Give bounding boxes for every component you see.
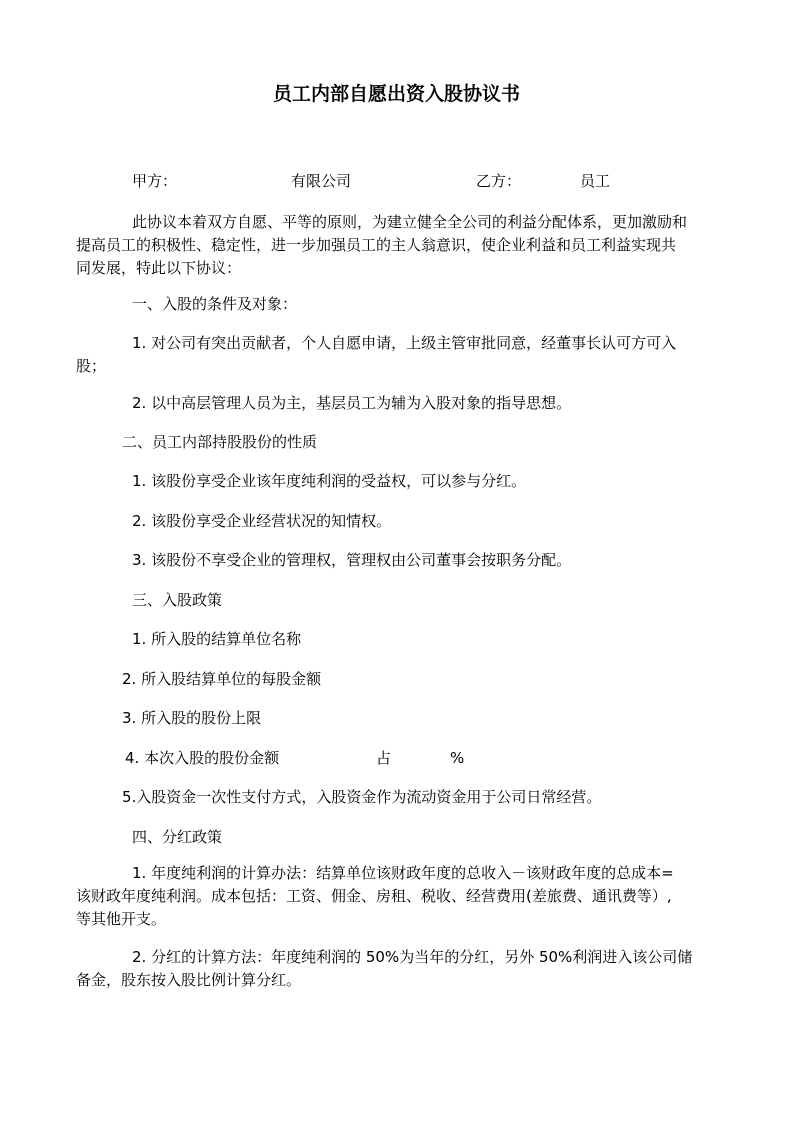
party-a-company: 有限公司 xyxy=(291,172,352,190)
section-4-item-1-line-1: 1. 年度纯利润的计算办法：结算单位该财政年度的总收入－该财政年度的总成本= xyxy=(132,864,674,882)
section-3-item-4-share: 占 xyxy=(376,749,392,767)
section-4-item-1-line-2: 该财政年度纯利润。成本包括：工资、佣金、房租、税收、经营费用(差旅费、通讯费等）, xyxy=(76,887,672,905)
section-4-item-2-line-2: 备金，股东按入股比例计算分红。 xyxy=(76,971,302,989)
intro-line-3: 同发展，特此以下协议： xyxy=(76,259,242,277)
section-3-heading: 三、入股政策 xyxy=(132,591,223,609)
section-2-item-3: 3. 该股份不享受企业的管理权，管理权由公司董事会按职务分配。 xyxy=(132,551,572,569)
section-3-item-4-percent: % xyxy=(450,749,465,767)
intro-line-2: 提高员工的积极性、稳定性，进一步加强员工的主人翁意识，使企业利益和员工利益实现共 xyxy=(76,236,677,254)
section-1-heading: 一、入股的条件及对象： xyxy=(132,295,298,313)
intro-line-1: 此协议本着双方自愿、平等的原则，为建立健全全公司的利益分配体系，更加激励和 xyxy=(132,213,688,231)
section-3-item-3: 3. 所入股的股份上限 xyxy=(122,709,262,727)
section-3-item-4-amount: 4. 本次入股的股份金额 xyxy=(125,749,280,767)
section-4-item-1-line-3: 等其他开支。 xyxy=(76,910,167,928)
section-4-heading: 四、分红政策 xyxy=(132,828,223,846)
section-2-item-2: 2. 该股份享受企业经营状况的知情权。 xyxy=(132,512,392,530)
section-1-item-1-line-2: 股； xyxy=(76,357,107,375)
section-2-heading: 二、员工内部持股股份的性质 xyxy=(122,433,318,451)
party-b-label: 乙方： xyxy=(476,172,522,190)
section-1-item-2: 2. 以中高层管理人员为主，基层员工为辅为入股对象的指导思想。 xyxy=(132,394,572,412)
section-4-item-2-line-1: 2. 分红的计算方法：年度纯利润的 50%为当年的分红，另外 50%利润进入该公司储 xyxy=(132,948,693,966)
section-2-item-1: 1. 该股份享受企业该年度纯利润的受益权，可以参与分红。 xyxy=(132,472,527,490)
section-3-item-1: 1. 所入股的结算单位名称 xyxy=(132,630,302,648)
section-3-item-2: 2. 所入股结算单位的每股金额 xyxy=(122,670,322,688)
party-b-role: 员工 xyxy=(580,172,611,190)
party-a-label: 甲方： xyxy=(132,172,178,190)
document-title: 员工内部自愿出资入股协议书 xyxy=(272,83,520,105)
section-3-item-5: 5.入股资金一次性支付方式，入股资金作为流动资金用于公司日常经营。 xyxy=(122,788,602,806)
section-1-item-1-line-1: 1. 对公司有突出贡献者，个人自愿申请，上级主管审批同意，经董事长认可方可入 xyxy=(132,334,677,352)
